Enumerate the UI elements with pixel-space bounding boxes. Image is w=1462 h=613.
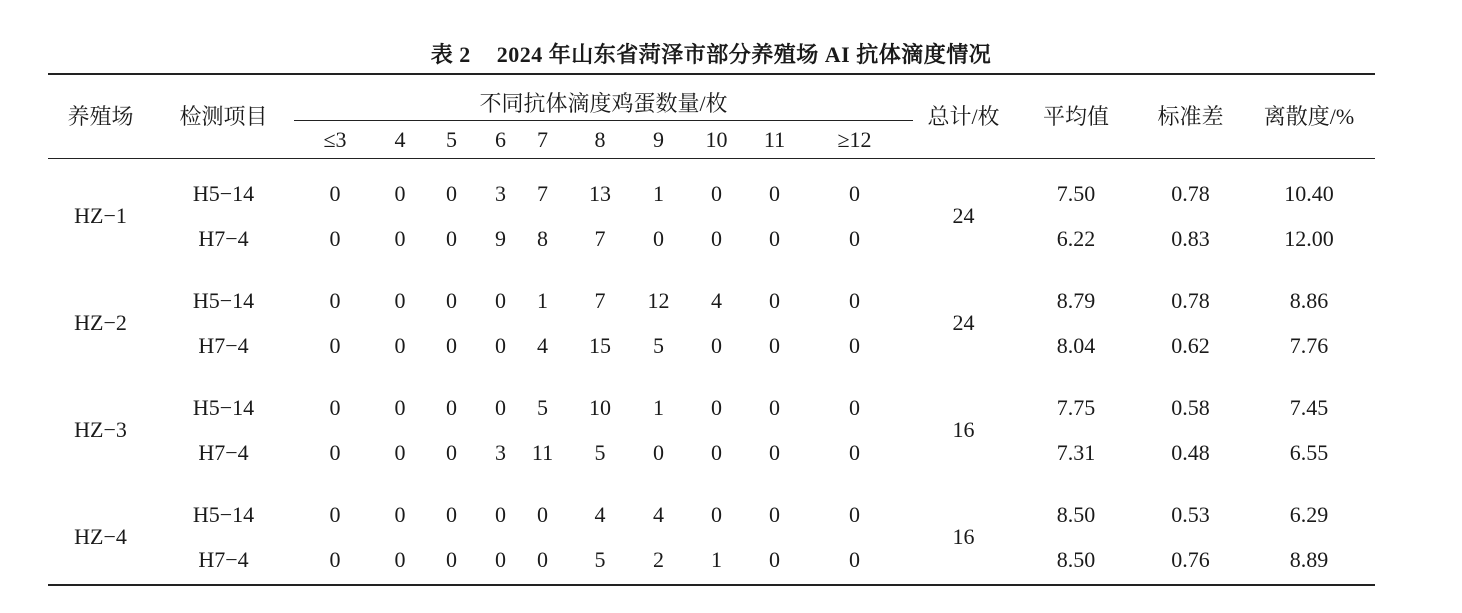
- item-cell: H5−14: [192, 394, 255, 420]
- count-cell: 5: [594, 546, 606, 572]
- header-titer: 6: [495, 126, 506, 152]
- count-cell: 0: [769, 501, 780, 527]
- item-cell: H7−4: [198, 546, 249, 572]
- mean-cell: 8.50: [1056, 501, 1096, 527]
- header-sd: 标准差: [1138, 74, 1243, 159]
- cv-cell: 10.40: [1284, 180, 1334, 206]
- header-cv: 离散度/%: [1243, 74, 1375, 159]
- count-cell: 0: [495, 332, 506, 358]
- header-farm: 养殖场: [48, 74, 153, 159]
- table-row: [48, 216, 1375, 261]
- farm-cell: HZ−1: [74, 203, 127, 228]
- count-cell: 0: [394, 225, 406, 251]
- header-titer: ≤3: [323, 126, 347, 152]
- count-cell: 7: [594, 287, 606, 313]
- header-titer: ≥12: [837, 126, 872, 152]
- sd-cell: 0.62: [1171, 332, 1210, 358]
- spacer-row: [48, 159, 1375, 172]
- count-cell: 0: [329, 439, 341, 465]
- count-cell: 9: [495, 225, 506, 251]
- count-cell: 1: [537, 287, 548, 313]
- item-cell: H7−4: [198, 439, 249, 465]
- count-cell: 0: [711, 332, 722, 358]
- count-cell: 5: [653, 332, 664, 358]
- count-cell: 0: [653, 439, 664, 465]
- item-cell: H5−14: [192, 501, 255, 527]
- spacer-cell: [48, 159, 1375, 172]
- count-cell: 4: [594, 501, 606, 527]
- count-cell: 0: [711, 394, 722, 420]
- count-cell: 0: [446, 180, 457, 206]
- count-cell: 0: [394, 394, 406, 420]
- sd-cell: 0.78: [1171, 287, 1210, 313]
- item-cell: H7−4: [198, 225, 249, 251]
- count-cell: 1: [653, 180, 664, 206]
- count-cell: 0: [711, 439, 722, 465]
- cv-cell: 8.86: [1289, 287, 1329, 313]
- count-cell: 0: [394, 332, 406, 358]
- table-row: [48, 171, 1375, 216]
- cv-cell: 7.45: [1289, 394, 1329, 420]
- count-cell: 0: [329, 225, 341, 251]
- count-cell: 0: [495, 501, 506, 527]
- count-cell: 1: [711, 546, 722, 572]
- count-cell: 0: [537, 501, 548, 527]
- count-cell: 0: [329, 332, 341, 358]
- count-cell: 11: [531, 439, 554, 465]
- mean-cell: 7.31: [1056, 439, 1096, 465]
- mean-cell: 7.75: [1056, 394, 1096, 420]
- total-cell: 16: [952, 417, 975, 442]
- count-cell: 0: [446, 332, 457, 358]
- count-cell: 10: [589, 394, 611, 420]
- sd-cell: 0.48: [1171, 439, 1210, 465]
- table-row: [48, 385, 1375, 430]
- count-cell: 8: [537, 225, 548, 251]
- sd-cell: 0.76: [1171, 546, 1210, 572]
- header-titer: 5: [446, 126, 457, 152]
- farm-cell: HZ−2: [74, 310, 127, 335]
- count-cell: 0: [495, 546, 506, 572]
- table-row: [48, 430, 1375, 475]
- count-cell: 0: [446, 501, 457, 527]
- count-cell: 0: [849, 501, 860, 527]
- mean-cell: 6.22: [1056, 225, 1096, 251]
- spacer-cell: [48, 261, 1375, 278]
- header-titer: 10: [705, 126, 728, 152]
- count-cell: 0: [394, 287, 406, 313]
- header-titer: 11: [763, 126, 786, 152]
- mean-cell: 8.04: [1056, 332, 1096, 358]
- count-cell: 0: [653, 225, 664, 251]
- count-cell: 0: [329, 546, 341, 572]
- total-cell: 16: [952, 524, 975, 549]
- table-row: [48, 323, 1375, 368]
- count-cell: 13: [589, 180, 611, 206]
- cv-cell: 7.76: [1289, 332, 1329, 358]
- count-cell: 0: [329, 501, 341, 527]
- table-number: 表 2: [430, 42, 471, 67]
- count-cell: 0: [849, 546, 860, 572]
- header-mean: 平均值: [1014, 74, 1138, 159]
- table-caption: [0, 38, 1422, 69]
- count-cell: 0: [769, 394, 780, 420]
- spacer-row: [48, 261, 1375, 278]
- titer-table: [48, 73, 1375, 586]
- spacer-row: [48, 368, 1375, 385]
- spacer-row: [48, 475, 1375, 492]
- cv-cell: 8.89: [1289, 546, 1329, 572]
- count-cell: 0: [849, 439, 860, 465]
- count-cell: 0: [849, 287, 860, 313]
- farm-cell: HZ−4: [74, 524, 127, 549]
- count-cell: 0: [849, 180, 860, 206]
- count-cell: 0: [394, 546, 406, 572]
- count-cell: 0: [446, 287, 457, 313]
- count-cell: 0: [769, 287, 780, 313]
- total-cell: 24: [952, 310, 975, 335]
- count-cell: 0: [769, 332, 780, 358]
- count-cell: 0: [394, 439, 406, 465]
- header-titer: 7: [537, 126, 548, 152]
- count-cell: 0: [769, 546, 780, 572]
- spacer-cell: [48, 368, 1375, 385]
- count-cell: 0: [849, 332, 860, 358]
- count-cell: 3: [495, 439, 506, 465]
- sd-cell: 0.83: [1171, 225, 1210, 251]
- farm-cell: HZ−3: [74, 417, 127, 442]
- sd-cell: 0.53: [1171, 501, 1210, 527]
- count-cell: 0: [329, 180, 341, 206]
- sd-cell: 0.58: [1171, 394, 1210, 420]
- header-titer: 4: [394, 126, 406, 152]
- count-cell: 0: [769, 439, 780, 465]
- mean-cell: 8.50: [1056, 546, 1096, 572]
- header-item: 检测项目: [153, 74, 294, 159]
- count-cell: 0: [769, 180, 780, 206]
- count-cell: 0: [394, 501, 406, 527]
- spacer-cell: [48, 475, 1375, 492]
- count-cell: 15: [589, 332, 611, 358]
- count-cell: 0: [769, 225, 780, 251]
- total-cell: 24: [952, 203, 975, 228]
- cv-cell: 6.55: [1289, 439, 1329, 465]
- header-row-1: [48, 74, 1375, 121]
- count-cell: 0: [711, 501, 722, 527]
- count-cell: 0: [446, 546, 457, 572]
- count-cell: 4: [711, 287, 722, 313]
- spacer-row: [48, 582, 1375, 585]
- count-cell: 0: [495, 394, 506, 420]
- spacer-cell: [48, 582, 1375, 585]
- count-cell: 0: [849, 394, 860, 420]
- header-titer: 9: [653, 126, 664, 152]
- table-row: [48, 492, 1375, 537]
- item-cell: H7−4: [198, 332, 249, 358]
- count-cell: 0: [849, 225, 860, 251]
- count-cell: 1: [653, 394, 664, 420]
- count-cell: 0: [329, 287, 341, 313]
- count-cell: 0: [446, 394, 457, 420]
- count-cell: 5: [594, 439, 606, 465]
- count-cell: 0: [394, 180, 406, 206]
- mean-cell: 7.50: [1056, 180, 1096, 206]
- count-cell: 2: [653, 546, 664, 572]
- count-cell: 0: [329, 394, 341, 420]
- count-cell: 0: [446, 439, 457, 465]
- cv-cell: 6.29: [1289, 501, 1329, 527]
- count-cell: 12: [647, 287, 670, 313]
- item-cell: H5−14: [192, 180, 255, 206]
- cv-cell: 12.00: [1284, 225, 1334, 251]
- count-cell: 0: [711, 225, 722, 251]
- table-row: [48, 537, 1375, 582]
- count-cell: 4: [537, 332, 548, 358]
- header-titer-group: 不同抗体滴度鸡蛋数量/枚: [294, 74, 913, 121]
- header-titer: 8: [594, 126, 606, 152]
- count-cell: 7: [537, 180, 548, 206]
- count-cell: 0: [537, 546, 548, 572]
- count-cell: 0: [495, 287, 506, 313]
- count-cell: 7: [594, 225, 606, 251]
- sd-cell: 0.78: [1171, 180, 1210, 206]
- item-cell: H5−14: [192, 287, 255, 313]
- count-cell: 4: [653, 501, 664, 527]
- header-total: 总计/枚: [913, 74, 1014, 159]
- count-cell: 3: [495, 180, 506, 206]
- table-body: [48, 159, 1375, 586]
- table-title: 2024 年山东省菏泽市部分养殖场 AI 抗体滴度情况: [496, 42, 992, 67]
- count-cell: 0: [446, 225, 457, 251]
- count-cell: 5: [537, 394, 548, 420]
- mean-cell: 8.79: [1056, 287, 1096, 313]
- count-cell: 0: [711, 180, 722, 206]
- table-row: [48, 278, 1375, 323]
